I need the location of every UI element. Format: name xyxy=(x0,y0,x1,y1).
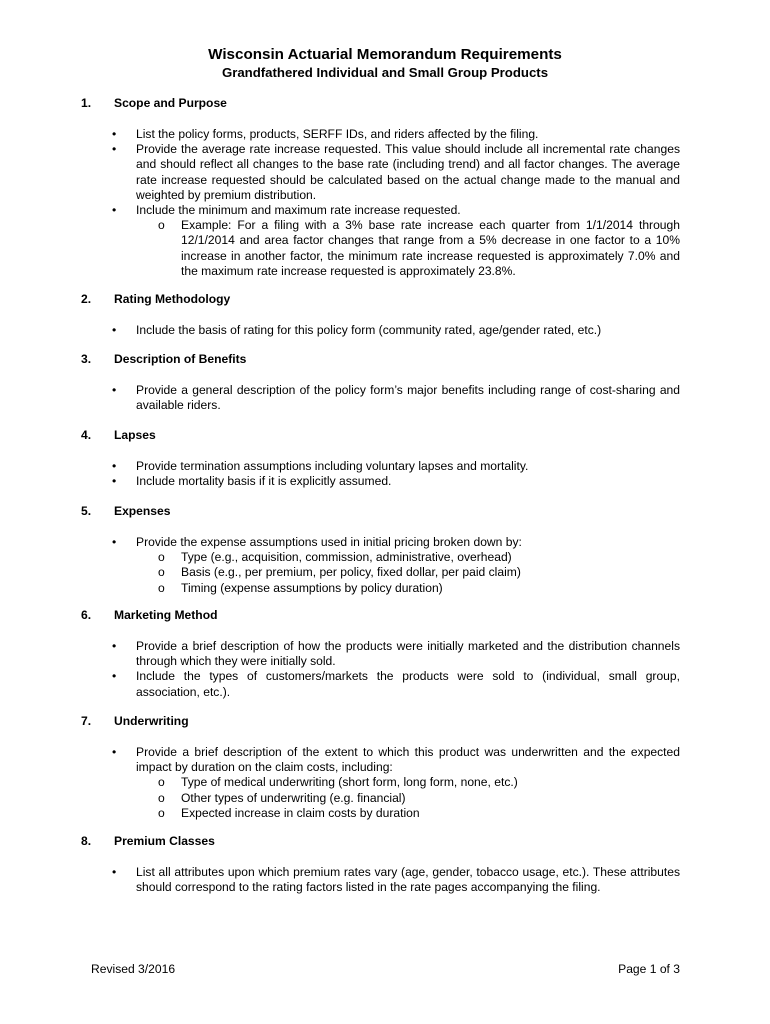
bullet-text: Provide a general description of the policy form’s major benefits including range of cost-sharing and available riders. xyxy=(136,383,680,413)
document-title: Wisconsin Actuarial Memorandum Requirements xyxy=(208,46,562,63)
bullet-item xyxy=(81,535,680,596)
bullet-icon: • xyxy=(112,745,117,759)
bullet-item xyxy=(81,474,680,489)
section-number: 4. xyxy=(81,428,92,442)
sub-bullet-item xyxy=(136,775,680,790)
section-heading-text: Expenses xyxy=(114,504,171,518)
section-number: 5. xyxy=(81,504,92,518)
document-subtitle: Grandfathered Individual and Small Group Products xyxy=(221,65,549,80)
section-heading-text: Marketing Method xyxy=(114,608,218,622)
section-heading xyxy=(81,504,680,519)
section-number: 3. xyxy=(81,352,92,366)
section-heading-text: Underwriting xyxy=(114,714,189,728)
sub-bullet-list xyxy=(136,550,680,596)
section-heading-text: Premium Classes xyxy=(114,834,215,848)
circle-bullet-icon: o xyxy=(158,775,165,790)
bullet-item xyxy=(81,745,680,821)
section-6 xyxy=(81,608,680,700)
bullet-list xyxy=(81,323,680,338)
bullet-item xyxy=(81,669,680,699)
section-heading xyxy=(81,428,680,443)
bullet-list xyxy=(81,865,680,895)
bullet-icon: • xyxy=(112,459,117,473)
sub-bullet-text: Other types of underwriting (e.g. financial) xyxy=(181,790,406,805)
section-8 xyxy=(81,834,680,895)
bullet-list xyxy=(81,745,680,821)
bullet-text: Include the minimum and maximum rate increase requested. xyxy=(136,203,461,218)
bullet-icon: • xyxy=(112,639,117,653)
footer-page-number: Page 1 of 3 xyxy=(618,962,680,976)
sub-bullet-text: Example: For a filing with a 3% base rate increase each quarter from 1/1/2014 through 12/1/2014 and area factor changes that range from a 5% decrease in one factor to a 10% increase in another factor, the minimum rate increase requested is approximately 7.0% and the maximum rate increase requested is approximately 23.8%. xyxy=(181,218,680,278)
sub-bullet-list xyxy=(136,775,680,821)
bullet-text: List all attributes upon which premium rates vary (age, gender, tobacco usage, etc.). These attributes should correspond to the rating factors listed in the rate pages accompanying the filing. xyxy=(136,865,680,895)
section-heading xyxy=(81,96,680,111)
section-heading xyxy=(81,608,680,623)
bullet-list xyxy=(81,459,680,489)
sub-bullet-item xyxy=(136,581,680,596)
bullet-item xyxy=(81,383,680,413)
sub-bullet-item xyxy=(136,791,680,806)
bullet-icon: • xyxy=(112,127,117,141)
section-number: 6. xyxy=(81,608,92,622)
sub-bullet-text: Basis (e.g., per premium, per policy, fixed dollar, per paid claim) xyxy=(181,565,521,580)
section-5 xyxy=(81,504,680,596)
bullet-item xyxy=(81,127,680,142)
bullet-icon: • xyxy=(112,865,117,879)
sub-bullet-text: Expected increase in claim costs by duration xyxy=(181,805,420,820)
section-1 xyxy=(81,96,680,279)
section-heading-text: Scope and Purpose xyxy=(114,96,227,110)
bullet-text: Include the basis of rating for this policy form (community rated, age/gender rated, etc.) xyxy=(136,323,602,337)
section-2 xyxy=(81,292,680,338)
bullet-icon: • xyxy=(112,323,117,337)
bullet-text: Provide the average rate increase requested. This value should include all incremental rate changes and should reflect all changes to the base rate (including trend) and all factor changes. The average rate increase requested should be calculated based on the actual change made to the manual and weighted by premium distribution. xyxy=(136,142,680,202)
bullet-text: List the policy forms, products, SERFF IDs, and riders affected by the filing. xyxy=(136,127,539,141)
bullet-icon: • xyxy=(112,535,117,549)
bullet-text: Include the types of customers/markets the products were sold to (individual, small group, association, etc.). xyxy=(136,669,680,699)
bullet-icon: • xyxy=(112,203,117,218)
section-heading xyxy=(81,834,680,849)
bullet-text: Include mortality basis if it is explicitly assumed. xyxy=(136,474,392,489)
bullet-item xyxy=(81,865,680,895)
sub-bullet-item xyxy=(136,218,680,279)
bullet-list xyxy=(81,127,680,279)
section-heading xyxy=(81,714,680,729)
sub-bullet-item xyxy=(136,565,680,580)
section-7 xyxy=(81,714,680,821)
circle-bullet-icon: o xyxy=(158,218,165,233)
circle-bullet-icon: o xyxy=(158,550,165,565)
section-number: 1. xyxy=(81,96,92,110)
bullet-item xyxy=(81,142,680,203)
section-heading-text: Lapses xyxy=(114,428,156,442)
bullet-text: Provide a brief description of the extent to which this product was underwritten and the expected impact by duration on the claim costs, including: xyxy=(136,745,680,775)
sub-bullet-item xyxy=(136,550,680,565)
bullet-text: Provide termination assumptions including voluntary lapses and mortality. xyxy=(136,459,529,473)
section-heading-text: Rating Methodology xyxy=(114,292,231,306)
sub-bullet-text: Type (e.g., acquisition, commission, administrative, overhead) xyxy=(181,550,512,565)
bullet-list xyxy=(81,535,680,596)
section-heading xyxy=(81,352,680,367)
circle-bullet-icon: o xyxy=(158,805,165,820)
section-number: 2. xyxy=(81,292,92,306)
circle-bullet-icon: o xyxy=(158,580,165,595)
section-number: 7. xyxy=(81,714,92,728)
section-4 xyxy=(81,428,680,489)
bullet-icon: • xyxy=(112,383,117,397)
bullet-item xyxy=(81,323,680,338)
bullet-item xyxy=(81,459,680,474)
section-3 xyxy=(81,352,680,413)
sub-bullet-list xyxy=(136,218,680,279)
section-heading xyxy=(81,292,680,307)
section-heading-text: Description of Benefits xyxy=(114,352,247,366)
bullet-item xyxy=(81,203,680,279)
bullet-list xyxy=(81,639,680,700)
bullet-icon: • xyxy=(112,669,117,684)
circle-bullet-icon: o xyxy=(158,565,165,580)
bullet-text: Provide a brief description of how the products were initially marketed and the distribution channels through which they were initially sold. xyxy=(136,639,680,669)
bullet-text: Provide the expense assumptions used in initial pricing broken down by: xyxy=(136,535,522,549)
circle-bullet-icon: o xyxy=(158,790,165,805)
sub-bullet-item xyxy=(136,806,680,821)
bullet-list xyxy=(81,383,680,413)
footer-revised: Revised 3/2016 xyxy=(91,962,176,976)
bullet-icon: • xyxy=(112,474,117,489)
bullet-icon: • xyxy=(112,142,117,157)
bullet-item xyxy=(81,639,680,669)
sub-bullet-text: Timing (expense assumptions by policy duration) xyxy=(181,580,443,595)
sub-bullet-text: Type of medical underwriting (short form, long form, none, etc.) xyxy=(181,775,518,790)
section-number: 8. xyxy=(81,834,92,848)
